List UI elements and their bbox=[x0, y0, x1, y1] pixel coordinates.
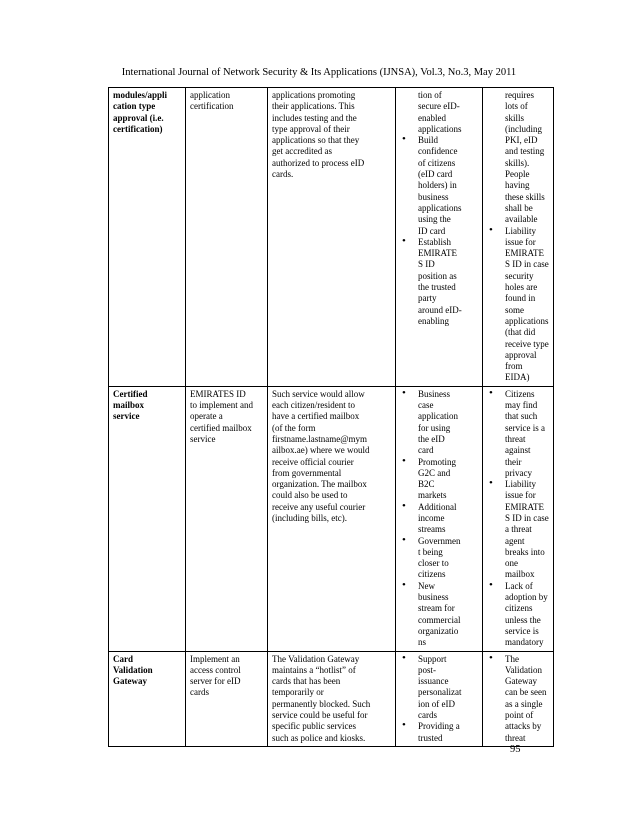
list-item bbox=[487, 90, 549, 226]
list-item-line: issue for bbox=[505, 490, 536, 501]
list-item-line: confidence bbox=[418, 146, 458, 157]
list-item bbox=[400, 389, 478, 457]
list-item-line: enabling bbox=[418, 315, 449, 326]
page-number: 95 bbox=[510, 744, 521, 755]
list-item-line: business bbox=[418, 191, 449, 202]
bullet-list bbox=[487, 389, 549, 649]
table-row bbox=[109, 386, 554, 651]
list-item-line: • Governmen bbox=[418, 535, 461, 546]
bullet-list bbox=[400, 654, 478, 744]
list-item-line: enabled bbox=[418, 112, 446, 123]
responsibility-cell: Implement an access control server for eID cards bbox=[186, 651, 268, 746]
list-item bbox=[487, 581, 549, 649]
risks-cell bbox=[483, 88, 554, 387]
list-item-line: from bbox=[505, 361, 523, 372]
risks-cell bbox=[483, 651, 554, 746]
list-item-line: • Build bbox=[418, 135, 439, 146]
list-item bbox=[400, 581, 478, 649]
journal-header: International Journal of Network Security & Its Applications (IJNSA), Vol.3, No.3, May 2011 bbox=[121, 67, 517, 78]
list-item-line: threat bbox=[505, 433, 526, 444]
list-item-line: service is bbox=[505, 625, 539, 636]
benefits-cell bbox=[396, 651, 483, 746]
list-item-line: around eID- bbox=[418, 304, 462, 315]
list-item-line: cards bbox=[418, 710, 437, 721]
list-item-line: breaks into bbox=[505, 546, 545, 557]
list-item-line: • New bbox=[418, 580, 435, 591]
list-item-line: security bbox=[505, 270, 534, 281]
list-item-line: holes are bbox=[505, 282, 538, 293]
list-item-line: EMIRATE bbox=[505, 248, 544, 259]
list-item-line: that such bbox=[505, 411, 538, 422]
risks-cell bbox=[483, 386, 554, 651]
bullet-list bbox=[400, 90, 478, 327]
list-item-line: • Lack of bbox=[505, 580, 533, 591]
list-item-line: applications bbox=[418, 202, 462, 213]
list-item-line: income bbox=[418, 512, 445, 523]
list-item-line: approval bbox=[505, 349, 537, 360]
list-item-line: tion of bbox=[418, 90, 442, 100]
list-item-line: business bbox=[418, 592, 449, 603]
list-item-line: shall be bbox=[505, 202, 533, 213]
list-item-line: trusted bbox=[418, 732, 443, 743]
benefits-cell bbox=[396, 88, 483, 387]
list-item-line: of citizens bbox=[418, 157, 456, 168]
list-item-line: S ID bbox=[418, 259, 435, 270]
list-item-line: threat bbox=[505, 732, 526, 743]
list-item bbox=[400, 237, 478, 327]
list-item-line: party bbox=[418, 293, 437, 304]
list-item-line: privacy bbox=[505, 467, 532, 478]
list-item-line: (eID card bbox=[418, 169, 453, 180]
list-item-line: t being bbox=[418, 546, 443, 557]
list-item-line: stream for bbox=[418, 603, 455, 614]
list-item-line: • Liability bbox=[505, 225, 536, 236]
responsibility-cell: EMIRATES ID to implement and operate a certified mailbox service bbox=[186, 386, 268, 651]
list-item-line: ns bbox=[418, 637, 427, 648]
table-row bbox=[109, 88, 554, 387]
list-item-line: PKI, eID bbox=[505, 135, 538, 146]
list-item-line: Gateway bbox=[505, 676, 537, 687]
list-item-line: issue for bbox=[505, 236, 536, 247]
service-name-cell: modules/appli cation type approval (i.e. certification) bbox=[109, 88, 186, 387]
list-item-line: these skills bbox=[505, 191, 545, 202]
list-item-line: EMIRATE bbox=[418, 248, 457, 259]
list-item-line: and testing bbox=[505, 146, 545, 157]
list-item-line: • Additional bbox=[418, 501, 457, 512]
list-item-line: receive type bbox=[505, 338, 549, 349]
list-item-line: (including bbox=[505, 123, 542, 134]
list-item-line: lots of bbox=[505, 101, 528, 112]
list-item-line: attacks by bbox=[505, 721, 542, 732]
list-item bbox=[400, 721, 478, 744]
list-item-line: adoption by bbox=[505, 592, 548, 603]
list-item-line: EIDA) bbox=[505, 372, 530, 383]
list-item-line: post- bbox=[418, 664, 436, 675]
list-item-line: service is a bbox=[505, 422, 545, 433]
list-item-line: issuance bbox=[418, 676, 449, 687]
list-item-line: B2C bbox=[418, 479, 435, 490]
list-item-line: secure eID- bbox=[418, 101, 460, 112]
list-item-line: • The bbox=[505, 653, 519, 664]
list-item-line: • Providing a bbox=[418, 721, 460, 732]
list-item-line: citizens bbox=[418, 569, 446, 580]
list-item-line: • Promoting bbox=[418, 456, 457, 467]
list-item-line: (that did bbox=[505, 327, 536, 338]
list-item bbox=[487, 479, 549, 581]
list-item-line: People bbox=[505, 169, 530, 180]
list-item-line: requires bbox=[505, 90, 534, 100]
list-item-line: may find bbox=[505, 400, 538, 411]
list-item-line: commercial bbox=[418, 614, 461, 625]
list-item bbox=[487, 226, 549, 384]
list-item-line: skills bbox=[505, 112, 525, 123]
list-item bbox=[400, 457, 478, 502]
list-item-line: skills). bbox=[505, 157, 530, 168]
list-item-line: can be seen bbox=[505, 687, 547, 698]
service-name-cell: Certified mailbox service bbox=[109, 386, 186, 651]
list-item-line: their bbox=[505, 456, 522, 467]
list-item-line: closer to bbox=[418, 558, 449, 569]
list-item-line: one bbox=[505, 558, 518, 569]
list-item-line: streams bbox=[418, 524, 446, 535]
list-item-line: for using bbox=[418, 422, 451, 433]
table-row bbox=[109, 651, 554, 746]
description-cell: applications promoting their applications. This includes testing and the type approval of their applications so that they get accredited as authorized to process eID cards. bbox=[268, 88, 396, 387]
list-item-line: • Establish bbox=[418, 236, 451, 247]
list-item bbox=[400, 536, 478, 581]
list-item-line: position as bbox=[418, 270, 457, 281]
description-cell: The Validation Gateway maintains a “hotlist” of cards that has been temporarily or permanently blocked. Such service could be useful for specific public services such as police and kiosks. bbox=[268, 651, 396, 746]
list-item bbox=[487, 389, 549, 479]
list-item-line: point of bbox=[505, 710, 534, 721]
list-item-line: having bbox=[505, 180, 530, 191]
list-item-line: the eID bbox=[418, 433, 445, 444]
list-item-line: organizatio bbox=[418, 625, 459, 636]
list-item-line: G2C and bbox=[418, 467, 451, 478]
benefits-cell bbox=[396, 386, 483, 651]
bullet-list bbox=[487, 654, 549, 744]
list-item-line: • Liability bbox=[505, 479, 536, 490]
list-item-line: EMIRATE bbox=[505, 501, 544, 512]
service-name-cell: Card Validation Gateway bbox=[109, 651, 186, 746]
bullet-list bbox=[400, 389, 478, 649]
list-item-line: against bbox=[505, 445, 531, 456]
list-item-line: card bbox=[418, 445, 434, 456]
list-item bbox=[400, 654, 478, 722]
list-item-line: some bbox=[505, 304, 524, 315]
list-item-line: • Support bbox=[418, 653, 447, 664]
list-item-line: ion of eID bbox=[418, 698, 455, 709]
bullet-list bbox=[487, 90, 549, 384]
list-item-line: applications bbox=[505, 315, 549, 326]
list-item-line: case bbox=[418, 400, 434, 411]
responsibility-cell: application certification bbox=[186, 88, 268, 387]
list-item-line: personalizat bbox=[418, 687, 462, 698]
list-item-line: Validation bbox=[505, 664, 542, 675]
list-item-line: using the bbox=[418, 214, 451, 225]
services-table bbox=[108, 87, 554, 747]
list-item bbox=[400, 90, 478, 135]
list-item-line: as a single bbox=[505, 698, 543, 709]
list-item-line: mandatory bbox=[505, 637, 544, 648]
list-item-line: applications bbox=[418, 123, 462, 134]
list-item-line: unless the bbox=[505, 614, 541, 625]
list-item-line: application bbox=[418, 411, 458, 422]
list-item-line: available bbox=[505, 214, 538, 225]
list-item-line: markets bbox=[418, 490, 447, 501]
list-item-line: holders) in bbox=[418, 180, 457, 191]
list-item-line: the trusted bbox=[418, 282, 456, 293]
list-item-line: agent bbox=[505, 535, 525, 546]
list-item-line: S ID in case bbox=[505, 259, 549, 270]
list-item-line: S ID in case bbox=[505, 512, 549, 523]
list-item bbox=[400, 135, 478, 237]
list-item-line: citizens bbox=[505, 603, 533, 614]
list-item bbox=[400, 502, 478, 536]
list-item bbox=[487, 654, 549, 744]
description-cell: Such service would allow each citizen/resident to have a certified mailbox (of the form firstname.lastname@mym ailbox.ae) where we would receive official courier from governmental organization. The mailbox could also be used to receive any useful courier (including bills, etc). bbox=[268, 386, 396, 651]
list-item-line: ID card bbox=[418, 225, 446, 236]
list-item-line: • Business bbox=[418, 388, 451, 399]
list-item-line: found in bbox=[505, 293, 536, 304]
list-item-line: mailbox bbox=[505, 569, 535, 580]
list-item-line: a threat bbox=[505, 524, 532, 535]
list-item-line: • Citizens bbox=[505, 388, 535, 399]
